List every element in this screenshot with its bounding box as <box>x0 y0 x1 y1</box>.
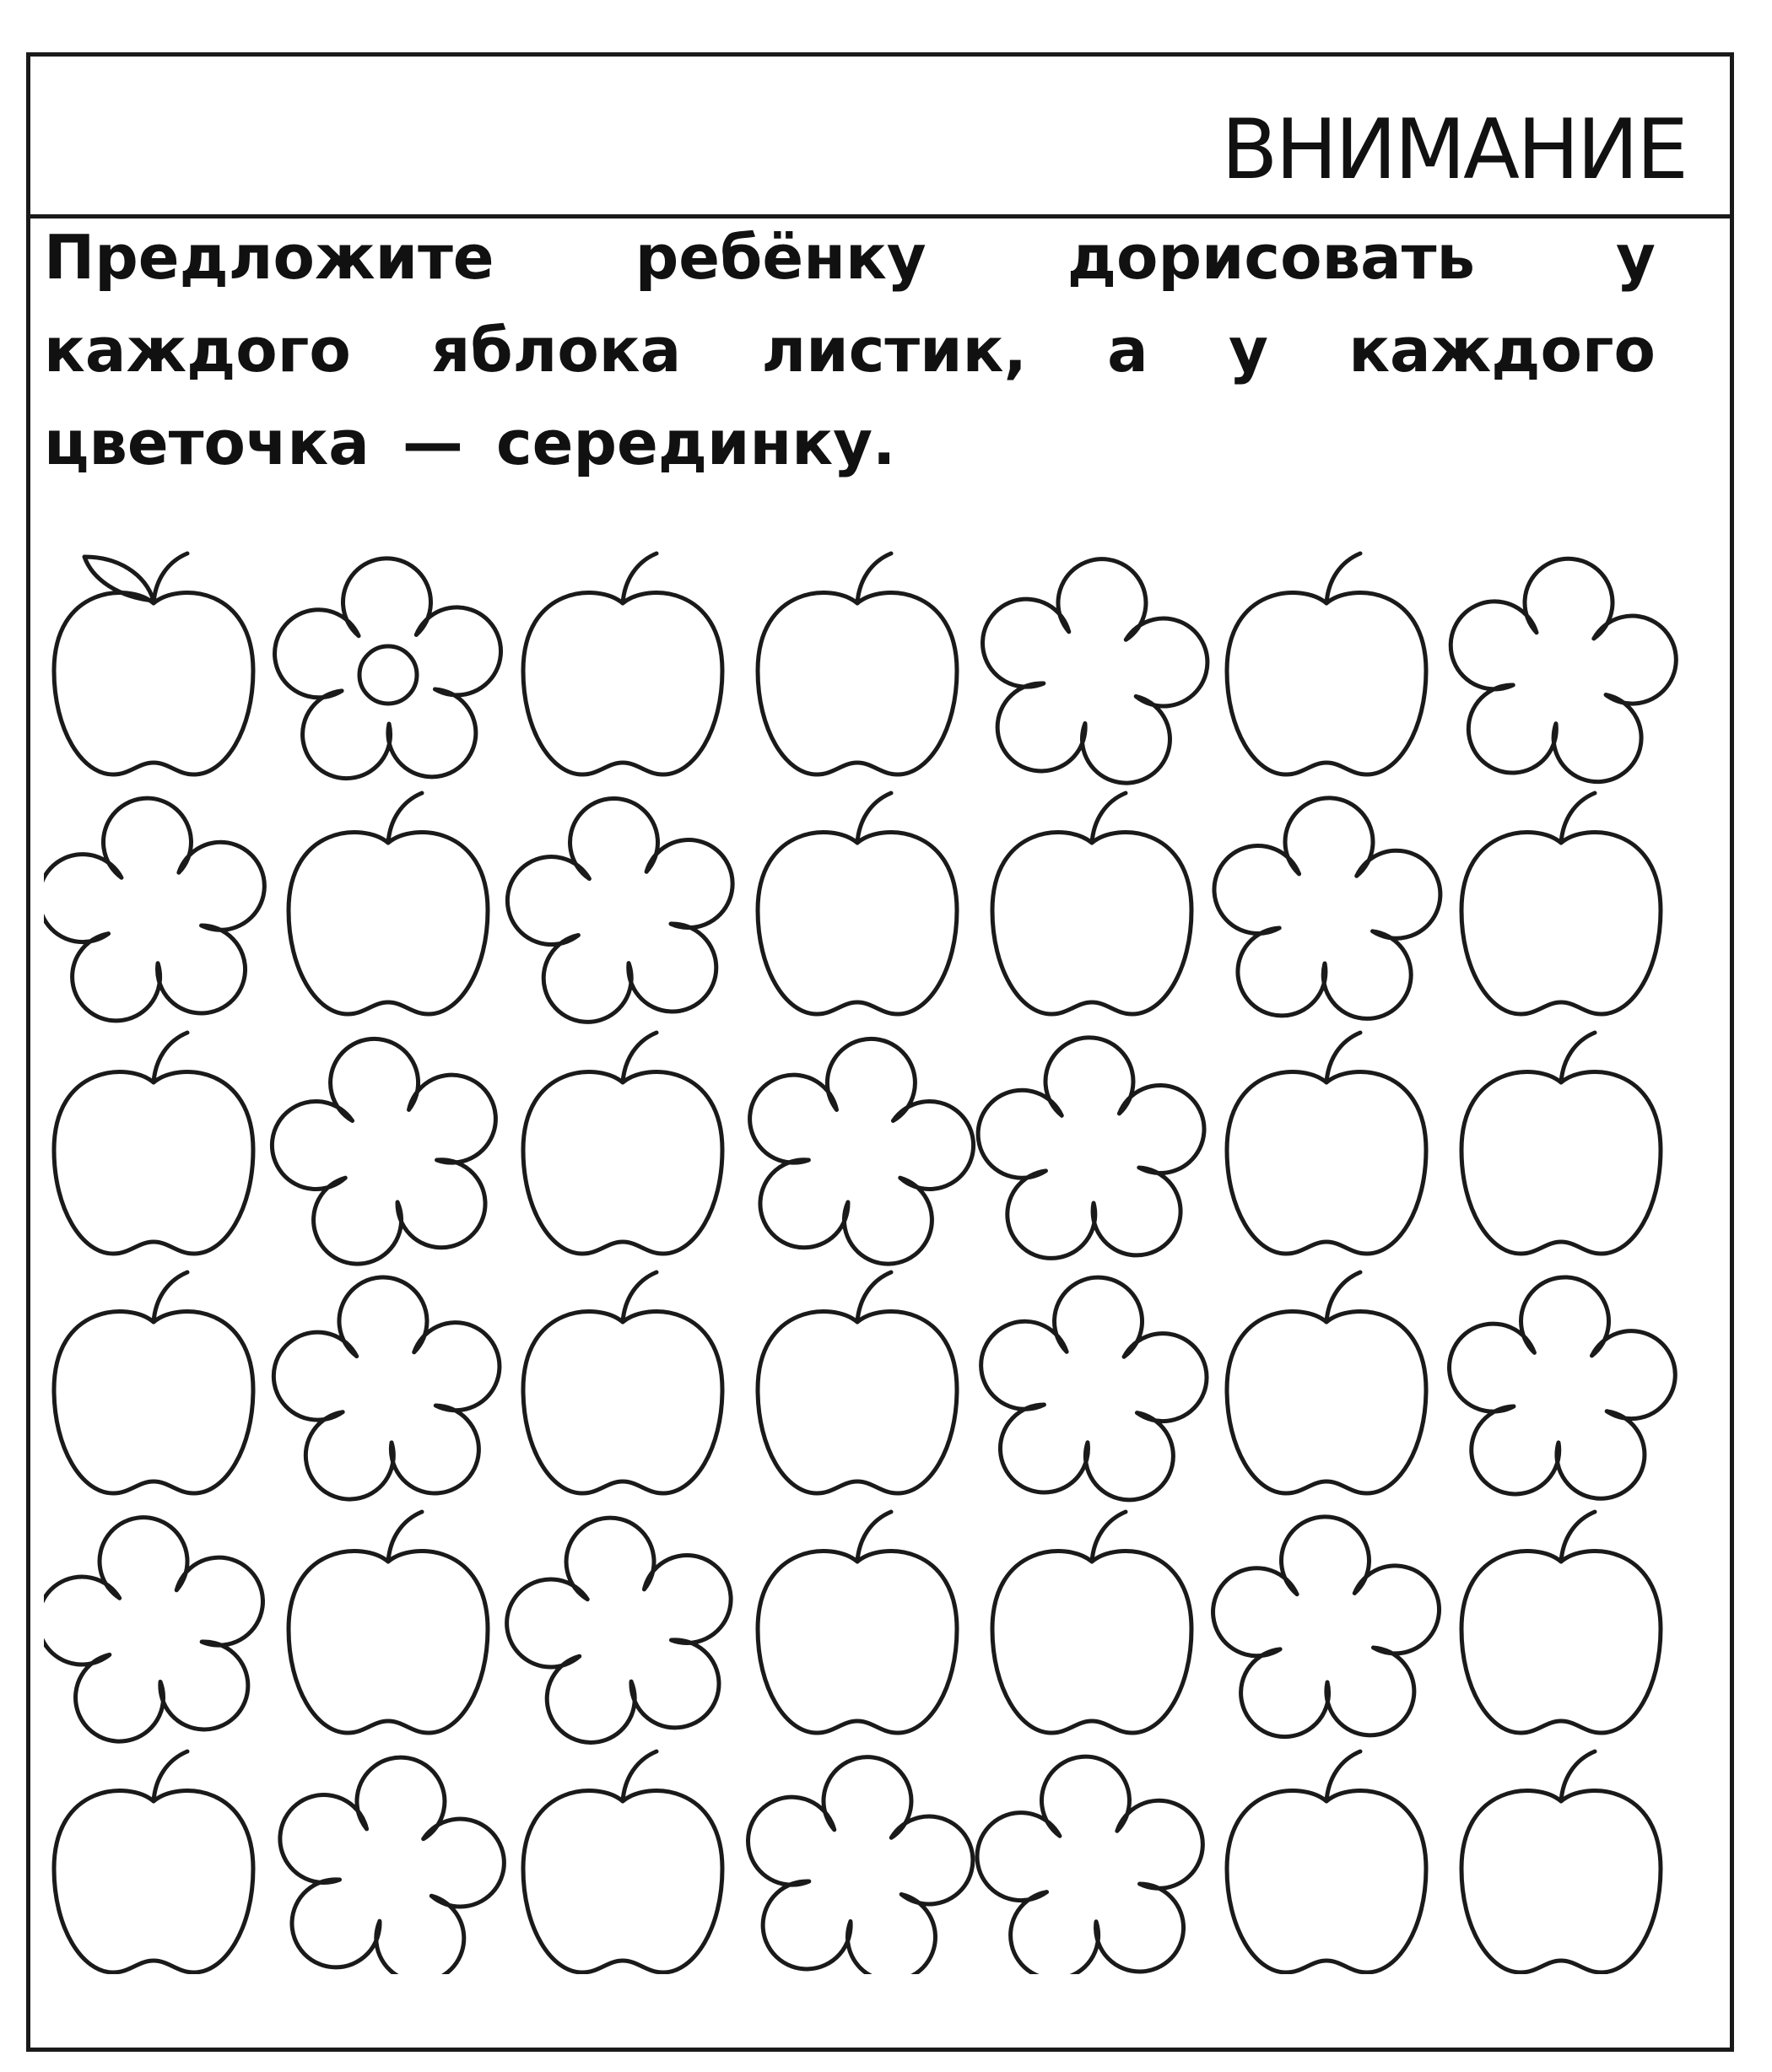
flower-figure-r6-c5 <box>969 1747 1213 1974</box>
header-bar <box>30 57 1730 219</box>
flower-icon <box>975 1033 1208 1260</box>
flower-center-icon <box>359 646 417 704</box>
flower-icon <box>259 1739 520 1974</box>
apple-icon <box>758 1312 957 1493</box>
apple-icon <box>523 1072 722 1254</box>
apple-figure-r1-c1 <box>54 553 253 774</box>
apple-icon <box>54 1312 253 1493</box>
apple-figure-r5-c4 <box>758 1512 957 1733</box>
flower-figure-r5-c3 <box>491 1499 752 1754</box>
flower-icon <box>1210 794 1444 1021</box>
apple-figure-r5-c7 <box>1461 1512 1661 1733</box>
apple-figure-r1-c4 <box>758 553 957 774</box>
apple-figure-r1-c6 <box>1227 553 1426 774</box>
flower-figure-r5-c1 <box>44 1503 280 1751</box>
apple-figure-r2-c5 <box>992 793 1191 1014</box>
flower-icon <box>1212 1515 1441 1738</box>
apple-icon <box>758 833 957 1014</box>
apple-icon <box>1227 1791 1426 1972</box>
apple-figure-r3-c6 <box>1227 1033 1426 1254</box>
apple-icon <box>523 1312 722 1493</box>
flower-icon <box>1438 548 1686 789</box>
apple-icon <box>523 593 722 774</box>
apple-figure-r5-c5 <box>992 1512 1191 1733</box>
flower-figure-r6-c4 <box>731 1742 986 1974</box>
flower-figure-r2-c6 <box>1210 794 1444 1021</box>
figure-grid-canvas <box>44 540 1698 1974</box>
flower-figure-r3-c2 <box>255 1018 519 1276</box>
apple-icon <box>1461 833 1661 1014</box>
flower-figure-r1-c7 <box>1438 548 1686 789</box>
flower-icon <box>727 1018 991 1276</box>
apple-figure-r1-c3 <box>523 553 722 774</box>
apple-figure-r6-c1 <box>54 1751 253 1972</box>
apple-icon <box>992 1551 1191 1733</box>
apple-icon <box>54 593 253 774</box>
flower-icon <box>273 557 503 780</box>
flower-figure-r1-c2 <box>273 557 503 780</box>
apple-icon <box>54 1072 253 1254</box>
apple-figure-r6-c3 <box>523 1751 722 1972</box>
apple-figure-r3-c3 <box>523 1033 722 1254</box>
flower-icon <box>731 1742 986 1974</box>
flower-figure-r4-c5 <box>970 1268 1215 1506</box>
flower-icon <box>970 1268 1215 1506</box>
apple-figure-r2-c2 <box>289 793 488 1014</box>
flower-figure-r4-c2 <box>267 1270 508 1504</box>
apple-figure-r4-c3 <box>523 1272 722 1493</box>
apple-icon <box>1461 1791 1661 1972</box>
flower-icon <box>491 1499 752 1754</box>
apple-figure-r3-c1 <box>54 1033 253 1254</box>
apple-icon <box>758 1551 957 1733</box>
flower-figure-r4-c7 <box>1443 1271 1680 1503</box>
apple-figure-r5-c2 <box>289 1512 488 1733</box>
flower-icon <box>496 785 748 1031</box>
flower-icon <box>44 1503 280 1751</box>
apple-figure-r2-c4 <box>758 793 957 1014</box>
instructions-text: Предложите ребёнку дорисовать у каждого яблока листик, а у каждого цветочка — серединку. <box>44 222 1656 478</box>
apple-icon <box>54 1791 253 1972</box>
flower-icon <box>965 544 1220 793</box>
apple-icon <box>1227 593 1426 774</box>
flower-figure-r1-c5 <box>965 544 1220 793</box>
apple-icon <box>1227 1312 1426 1493</box>
apple-icon <box>1227 1072 1426 1254</box>
apple-icon <box>1461 1551 1661 1733</box>
flower-figure-r2-c3 <box>496 785 748 1031</box>
apple-icon <box>1461 1072 1661 1254</box>
flower-icon <box>1443 1271 1680 1503</box>
apple-icon <box>992 833 1191 1014</box>
apple-icon <box>758 593 957 774</box>
flower-icon <box>44 789 275 1027</box>
apple-figure-r4-c4 <box>758 1272 957 1493</box>
flower-figure-r5-c6 <box>1212 1515 1441 1738</box>
figure-grid <box>44 540 1698 1974</box>
flower-figure-r6-c2 <box>259 1739 520 1974</box>
flower-icon <box>255 1018 519 1276</box>
apple-figure-r2-c7 <box>1461 793 1661 1014</box>
apple-icon <box>289 1551 488 1733</box>
apple-icon <box>289 833 488 1014</box>
flower-icon <box>267 1270 508 1504</box>
apple-figure-r3-c7 <box>1461 1033 1661 1254</box>
flower-icon <box>969 1747 1213 1974</box>
apple-figure-r4-c1 <box>54 1272 253 1493</box>
flower-figure-r3-c5 <box>975 1033 1208 1260</box>
apple-figure-r4-c6 <box>1227 1272 1426 1493</box>
flower-figure-r2-c1 <box>44 789 275 1027</box>
apple-figure-r6-c7 <box>1461 1751 1661 1972</box>
page-title: ВНИМАНИЕ <box>1221 102 1686 198</box>
flower-figure-r3-c4 <box>727 1018 991 1276</box>
apple-icon <box>523 1791 722 1972</box>
apple-figure-r6-c6 <box>1227 1751 1426 1972</box>
